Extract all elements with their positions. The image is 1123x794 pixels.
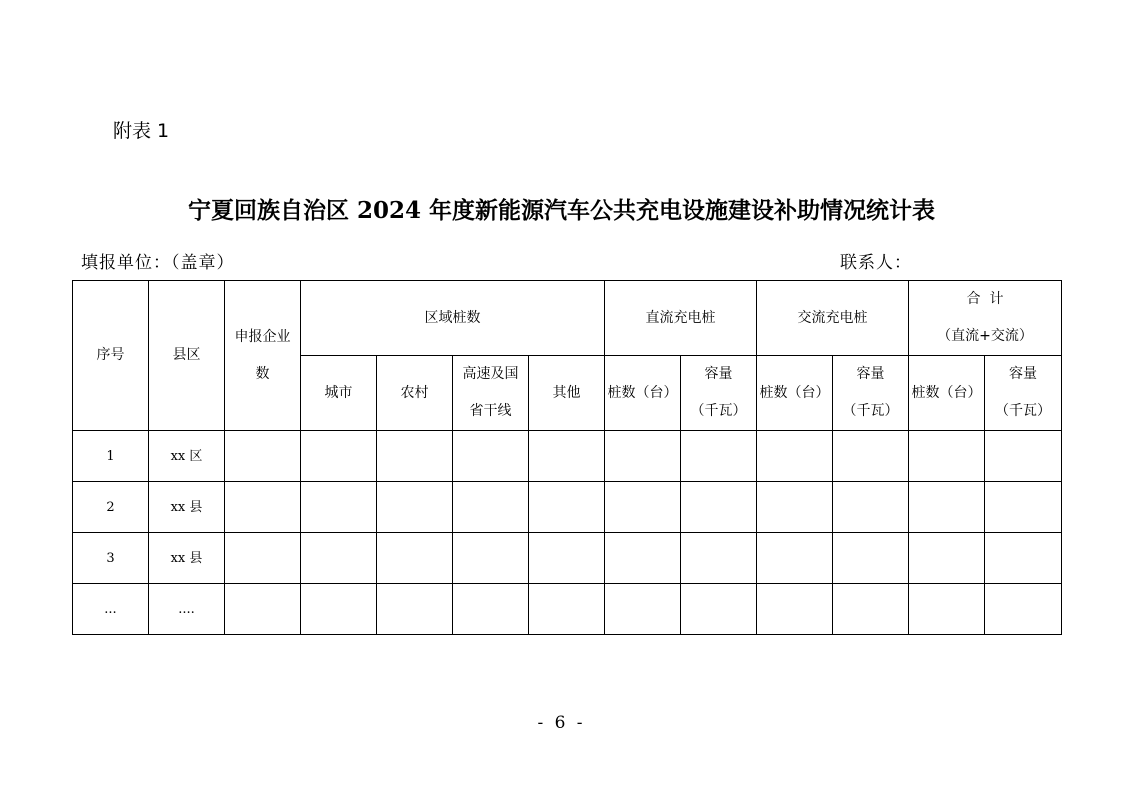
fill-unit-label: 填报单位：（盖章） bbox=[81, 253, 235, 273]
row-seq: 2 bbox=[73, 482, 149, 533]
cell-empty bbox=[833, 482, 909, 533]
cell-empty bbox=[985, 533, 1062, 584]
header-row-1 bbox=[73, 281, 1062, 356]
statistics-table bbox=[72, 280, 1062, 635]
cell-empty bbox=[909, 533, 985, 584]
header-enterprise-count bbox=[225, 281, 301, 431]
cell-empty bbox=[301, 482, 377, 533]
row-county: .... bbox=[149, 584, 225, 635]
row-county: xx 区 bbox=[149, 431, 225, 482]
header-seq: 序号 bbox=[73, 281, 149, 431]
cell-empty bbox=[453, 533, 529, 584]
header-enterprise-line1: 申报企业 bbox=[234, 328, 291, 345]
header-total-line2: （直流+交流） bbox=[937, 328, 1033, 344]
header-county: 县区 bbox=[149, 281, 225, 431]
header-total-count: 桩数（台） bbox=[909, 356, 985, 431]
row-county: xx 县 bbox=[149, 533, 225, 584]
cell-empty bbox=[529, 584, 605, 635]
cell-empty bbox=[453, 482, 529, 533]
header-total-capacity bbox=[985, 356, 1062, 431]
cell-empty bbox=[833, 431, 909, 482]
cell-empty bbox=[377, 533, 453, 584]
cell-empty bbox=[985, 584, 1062, 635]
row-county: xx 县 bbox=[149, 482, 225, 533]
table-row bbox=[73, 584, 1062, 635]
cell-empty bbox=[225, 533, 301, 584]
appendix-label: 附表 1 bbox=[113, 120, 170, 142]
header-ac-capacity bbox=[833, 356, 909, 431]
cell-empty bbox=[605, 533, 681, 584]
header-enterprise-line2: 数 bbox=[255, 365, 270, 382]
cell-empty bbox=[757, 482, 833, 533]
cell-empty bbox=[605, 584, 681, 635]
cell-empty bbox=[377, 482, 453, 533]
header-total-capacity-line2: （千瓦） bbox=[995, 403, 1051, 419]
cell-empty bbox=[757, 533, 833, 584]
cell-empty bbox=[757, 431, 833, 482]
cell-empty bbox=[529, 533, 605, 584]
cell-empty bbox=[225, 584, 301, 635]
cell-empty bbox=[301, 431, 377, 482]
cell-empty bbox=[909, 482, 985, 533]
header-highway-line2: 省干线 bbox=[469, 403, 512, 419]
cell-empty bbox=[985, 431, 1062, 482]
header-city: 城市 bbox=[301, 356, 377, 431]
cell-empty bbox=[301, 584, 377, 635]
cell-empty bbox=[985, 482, 1062, 533]
header-ac-capacity-line1: 容量 bbox=[856, 366, 885, 382]
cell-empty bbox=[833, 584, 909, 635]
cell-empty bbox=[225, 431, 301, 482]
header-rural: 农村 bbox=[377, 356, 453, 431]
cell-empty bbox=[909, 584, 985, 635]
cell-empty bbox=[605, 431, 681, 482]
cell-empty bbox=[301, 533, 377, 584]
cell-empty bbox=[453, 584, 529, 635]
header-total-capacity-line1: 容量 bbox=[1009, 366, 1037, 382]
header-dc-capacity bbox=[681, 356, 757, 431]
header-total bbox=[909, 281, 1062, 356]
row-seq: ... bbox=[73, 584, 149, 635]
header-ac-count: 桩数（台） bbox=[757, 356, 833, 431]
cell-empty bbox=[681, 584, 757, 635]
cell-empty bbox=[605, 482, 681, 533]
cell-empty bbox=[377, 584, 453, 635]
cell-empty bbox=[681, 482, 757, 533]
document-title: 宁夏回族自治区 2024 年度新能源汽车公共充电设施建设补助情况统计表 bbox=[187, 197, 936, 224]
contact-label: 联系人： bbox=[840, 253, 912, 273]
table-row bbox=[73, 431, 1062, 482]
cell-empty bbox=[833, 533, 909, 584]
header-dc-count: 桩数（台） bbox=[605, 356, 681, 431]
table-row bbox=[73, 482, 1062, 533]
cell-empty bbox=[225, 482, 301, 533]
cell-empty bbox=[529, 431, 605, 482]
page-number: - 6 - bbox=[537, 713, 586, 733]
table-row bbox=[73, 533, 1062, 584]
header-highway-line1: 高速及国 bbox=[462, 366, 519, 382]
row-seq: 3 bbox=[73, 533, 149, 584]
header-ac-capacity-line2: （千瓦） bbox=[842, 403, 899, 419]
cell-empty bbox=[529, 482, 605, 533]
header-total-line1: 合 计 bbox=[966, 291, 1004, 307]
header-other: 其他 bbox=[529, 356, 605, 431]
header-dc-capacity-line1: 容量 bbox=[704, 366, 733, 382]
header-ac-piles: 交流充电桩 bbox=[757, 281, 909, 356]
row-seq: 1 bbox=[73, 431, 149, 482]
cell-empty bbox=[681, 533, 757, 584]
cell-empty bbox=[377, 431, 453, 482]
cell-empty bbox=[681, 431, 757, 482]
cell-empty bbox=[453, 431, 529, 482]
cell-empty bbox=[757, 584, 833, 635]
header-dc-piles: 直流充电桩 bbox=[605, 281, 757, 356]
cell-empty bbox=[909, 431, 985, 482]
header-dc-capacity-line2: （千瓦） bbox=[690, 403, 747, 419]
header-highway bbox=[453, 356, 529, 431]
header-region-piles: 区域桩数 bbox=[301, 281, 605, 356]
